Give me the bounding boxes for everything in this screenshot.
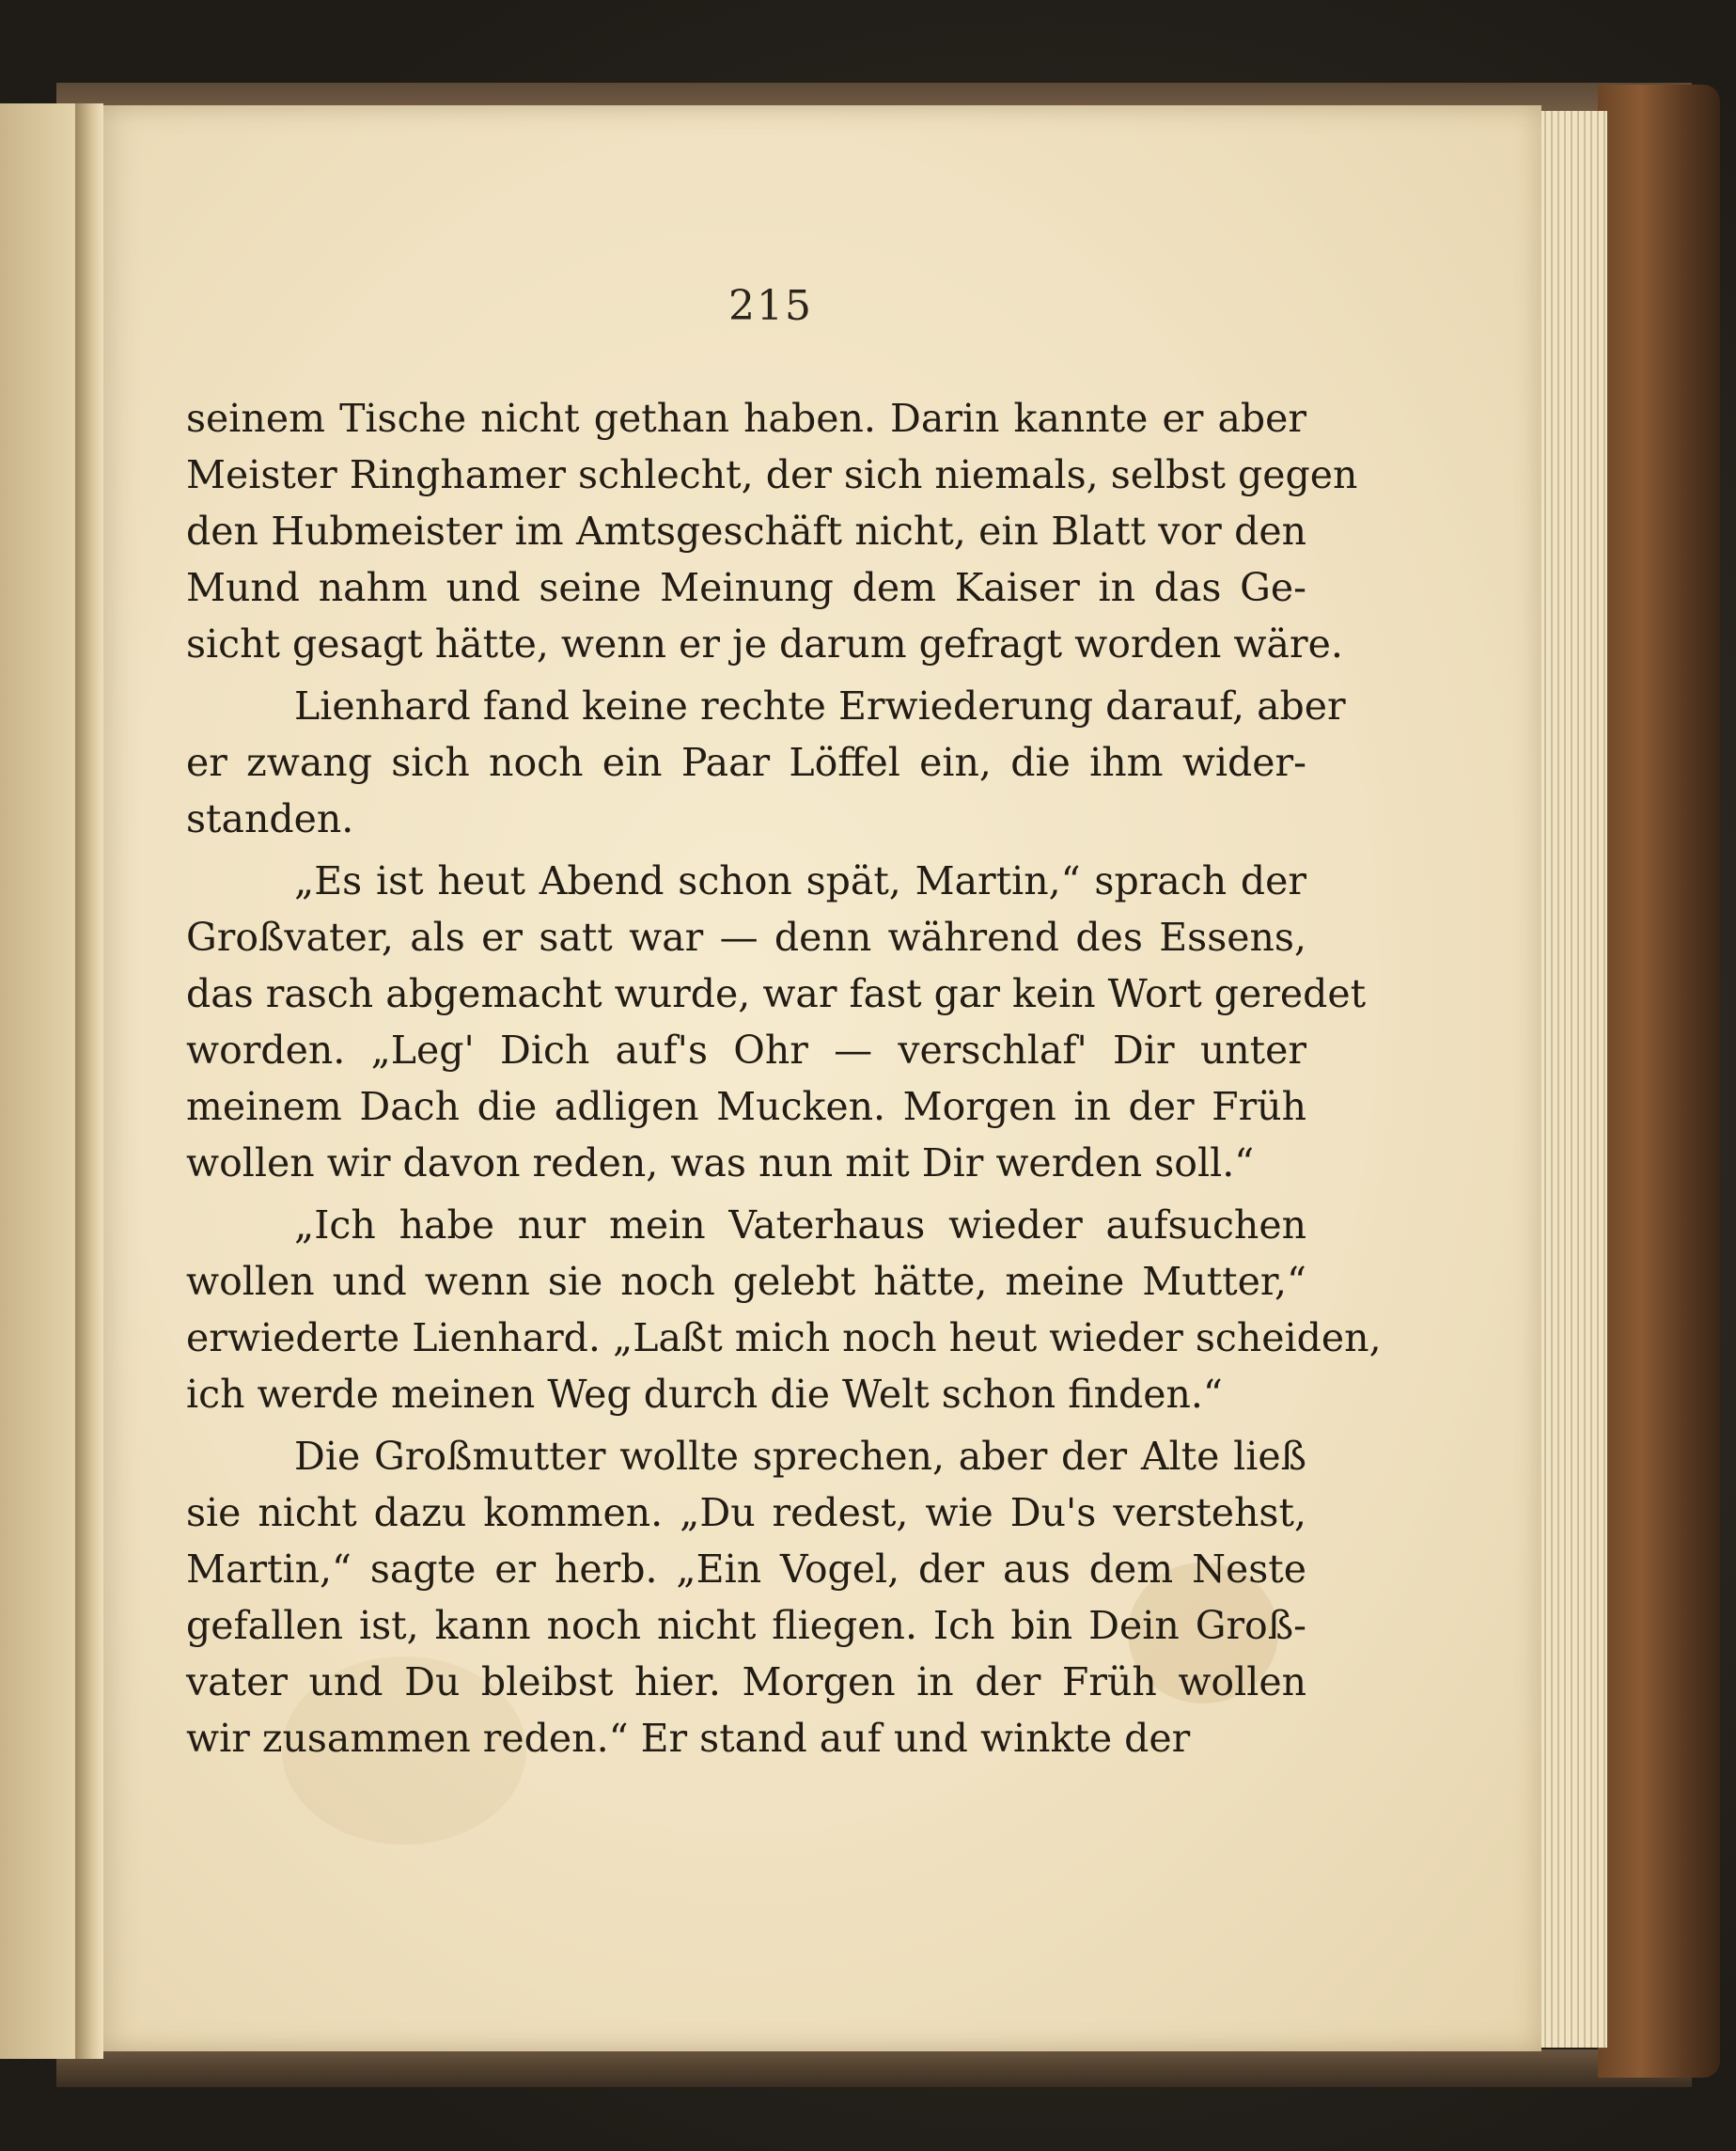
text-line: das rasch abgemacht wurde, war fast gar kein Wort geredet <box>186 971 1367 1016</box>
text-line: Meister Ringhamer schlecht, der sich niemals, selbst gegen <box>186 452 1358 497</box>
text-line: „Es ist heut Abend schon spät, Martin,“ sprach der <box>294 858 1306 903</box>
text-line: „Ich habe nur mein Vaterhaus wieder aufsuchen <box>294 1202 1306 1248</box>
page-gutter <box>75 103 103 2059</box>
page-text <box>186 390 1382 1766</box>
text-line: meinem Dach die adligen Mucken. Morgen in der Früh <box>186 1084 1306 1129</box>
text-line: Mund nahm und seine Meinung dem Kaiser in das Ge- <box>186 565 1306 610</box>
text-line: wollen und wenn sie noch gelebt hätte, meine Mutter,“ <box>186 1259 1306 1304</box>
paragraph <box>186 390 1358 672</box>
text-line: seinem Tische nicht gethan haben. Darin kannte er aber <box>186 396 1306 441</box>
text-line: ich werde meinen Weg durch die Welt schon finden.“ <box>186 1372 1223 1417</box>
text-line: Lienhard fand keine rechte Erwiederung darauf, aber <box>294 683 1346 729</box>
text-line: vater und Du bleibst hier. Morgen in der Früh wollen <box>186 1659 1306 1704</box>
book-cover-bottom-edge <box>56 2049 1692 2087</box>
paragraph <box>186 678 1346 847</box>
text-line: gefallen ist, kann noch nicht fliegen. Ich bin Dein Groß- <box>186 1603 1306 1648</box>
text-line: worden. „Leg' Dich auf's Ohr — verschlaf' Dir unter <box>186 1028 1306 1073</box>
text-line: er zwang sich noch ein Paar Löffel ein, die ihm wider- <box>186 740 1306 785</box>
paragraph <box>186 853 1367 1191</box>
text-line: Martin,“ sagte er herb. „Ein Vogel, der aus dem Neste <box>186 1547 1306 1592</box>
paragraph <box>186 1197 1382 1422</box>
text-line: sicht gesagt hätte, wenn er je darum gefragt worden wäre. <box>186 621 1343 667</box>
text-line: Großvater, als er satt war — denn während des Essens, <box>186 915 1306 960</box>
left-page-sliver <box>0 103 86 2059</box>
text-line: den Hubmeister im Amtsgeschäft nicht, ein Blatt vor den <box>186 509 1306 554</box>
text-line: Die Großmutter wollte sprechen, aber der Alte ließ <box>294 1434 1306 1479</box>
text-line: erwiederte Lienhard. „Laßt mich noch heut wieder scheiden, <box>186 1315 1382 1360</box>
page-number: 215 <box>728 282 813 330</box>
book-cover-right-edge <box>1598 85 1720 2078</box>
text-line: wir zusammen reden.“ Er stand auf und winkte der <box>186 1716 1191 1761</box>
text-line: standen. <box>186 796 354 841</box>
text-line: wollen wir davon reden, was nun mit Dir werden soll.“ <box>186 1140 1255 1185</box>
text-line: sie nicht dazu kommen. „Du redest, wie Du's verstehst, <box>186 1490 1306 1535</box>
paragraph <box>186 1428 1306 1766</box>
